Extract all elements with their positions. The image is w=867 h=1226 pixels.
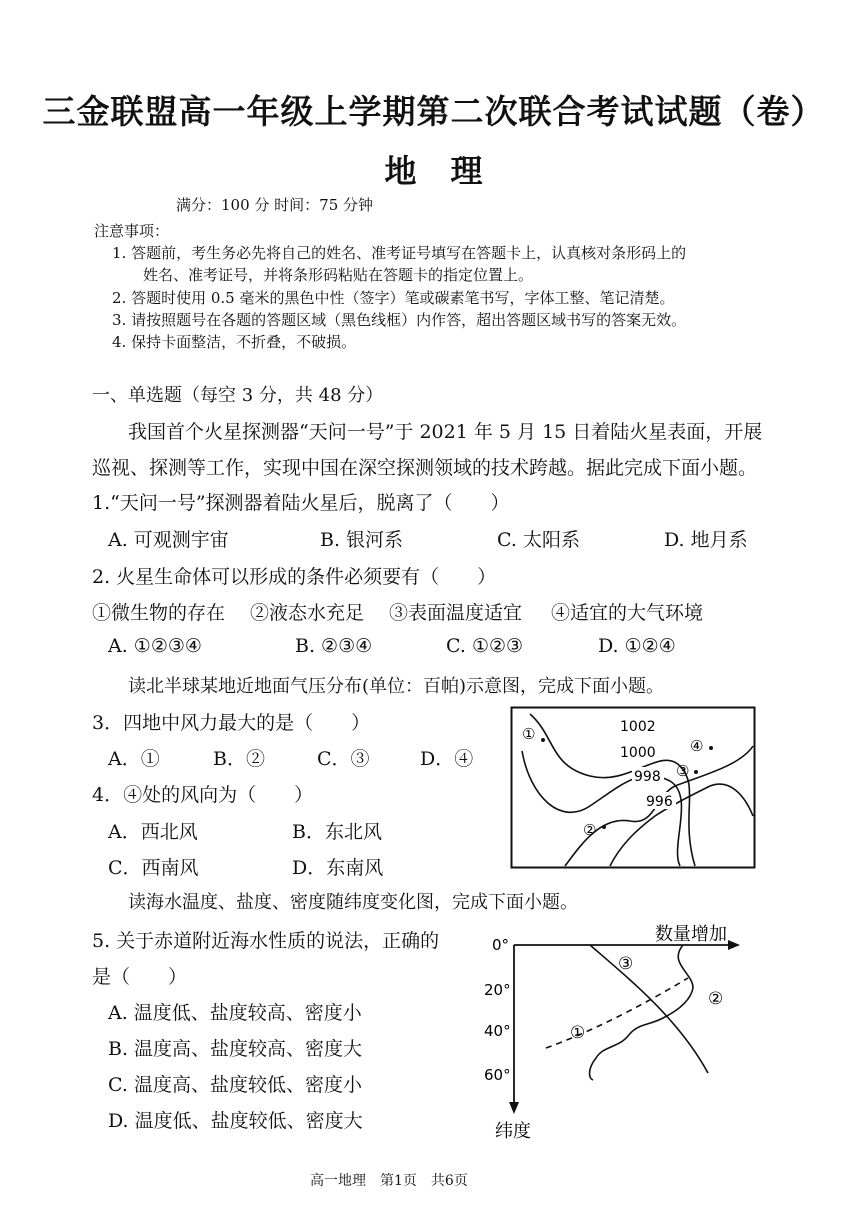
curve-label: ③ xyxy=(618,954,634,974)
option: A．西北风 xyxy=(108,821,198,843)
map-point-dot xyxy=(694,770,698,774)
condition: ①微生物的存在 xyxy=(92,602,226,624)
option: B. 银河系 xyxy=(320,529,404,551)
option: C. 太阳系 xyxy=(497,529,580,551)
option: D. ①②④ xyxy=(598,635,676,657)
map-point-dot xyxy=(541,738,545,742)
x-axis-arrow xyxy=(728,940,740,950)
condition: ③表面温度适宜 xyxy=(389,602,523,624)
condition: ②液态水充足 xyxy=(250,602,365,624)
intro-text: 巡视、探测等工作，实现中国在深空探测领域的技术跨越。据此完成下面小题。 xyxy=(92,457,758,479)
intro-text: 读海水温度、盐度、密度随纬度变化图，完成下面小题。 xyxy=(128,892,578,913)
question-stem: 4．④处的风向为（ ） xyxy=(92,784,314,806)
option: A．① xyxy=(108,748,160,770)
x-axis-label: 数量增加 xyxy=(655,924,727,945)
question-stem: 是（ ） xyxy=(92,966,188,988)
condition: ④适宜的大气环境 xyxy=(551,602,704,624)
option: A. 可观测宇宙 xyxy=(108,529,229,551)
map-point-dot xyxy=(602,825,606,829)
map-point-label: ③ xyxy=(676,762,690,780)
isobar-line-4 xyxy=(610,784,753,866)
note-item: 3. 请按照题号在各题的答题区域（黑色线框）内作答，超出答题区域书写的答案无效。 xyxy=(112,311,687,329)
option: B. ②③④ xyxy=(295,635,373,657)
page-footer: 高一地理 第1页 共6页 xyxy=(310,1173,468,1189)
isobar-label: 998 xyxy=(634,769,661,785)
y-tick-label: 60° xyxy=(484,1066,511,1084)
ocean-property-chart xyxy=(478,918,748,1150)
curve-label: ① xyxy=(570,1023,586,1043)
y-tick-label: 0° xyxy=(492,936,510,954)
y-tick-label: 20° xyxy=(484,981,511,999)
curve-3 xyxy=(590,945,708,1073)
option: D. 温度低、盐度较低、密度大 xyxy=(108,1110,363,1132)
option: B．东北风 xyxy=(292,821,382,843)
score-time: 满分：100 分 时间：75 分钟 xyxy=(176,196,374,214)
notes-heading: 注意事项： xyxy=(94,222,170,240)
isobar-label: 996 xyxy=(646,794,673,810)
option: D．东南风 xyxy=(292,857,384,879)
option: C．③ xyxy=(317,748,370,770)
option: C．西南风 xyxy=(108,857,199,879)
note-item: 1. 答题前，考生务必先将自己的姓名、准考证号填写在答题卡上，认真核对条形码上的 xyxy=(112,244,687,262)
question-stem: 5. 关于赤道附近海水性质的说法，正确的 xyxy=(92,930,440,952)
map-point-label: ① xyxy=(522,725,536,743)
note-item: 姓名、准考证号，并将条形码粘贴在答题卡的指定位置上。 xyxy=(143,266,534,284)
question-stem: 2. 火星生命体可以形成的条件必须要有（ ） xyxy=(92,566,497,588)
subject-title: 地理 xyxy=(384,152,517,190)
exam-title: 三金联盟高一年级上学期第二次联合考试试题（卷） xyxy=(42,92,825,131)
map-point-dot xyxy=(709,746,713,750)
isobar-label: 1002 xyxy=(620,719,656,735)
section-heading: 一、单选题（每空 3 分，共 48 分） xyxy=(92,385,384,406)
option: C. ①②③ xyxy=(446,635,524,657)
option: A. 温度低、盐度较高、密度小 xyxy=(108,1002,362,1024)
y-axis-label: 纬度 xyxy=(495,1121,531,1142)
intro-text: 读北半球某地近地面气压分布(单位：百帕)示意图，完成下面小题。 xyxy=(128,676,665,697)
intro-text: 我国首个火星探测器“天问一号”于 2021 年 5 月 15 日着陆火星表面，开展 xyxy=(128,421,763,443)
map-point-label: ④ xyxy=(690,737,704,755)
y-tick-label: 40° xyxy=(484,1022,511,1040)
curve-1 xyxy=(546,978,688,1048)
curve-label: ② xyxy=(708,989,724,1009)
map-point-label: ② xyxy=(583,821,597,839)
option: B. 温度高、盐度较高、密度大 xyxy=(108,1038,363,1060)
curve-2 xyxy=(590,945,693,1080)
option: B．② xyxy=(213,748,265,770)
question-stem: 1.“天问一号”探测器着陆火星后，脱离了（ ） xyxy=(92,492,510,514)
y-axis-arrow xyxy=(509,1102,519,1114)
pressure-map xyxy=(510,706,756,869)
option: A. ①②③④ xyxy=(108,635,202,657)
option: C. 温度高、盐度较低、密度小 xyxy=(108,1074,362,1096)
option: D．④ xyxy=(420,748,474,770)
note-item: 4. 保持卡面整洁，不折叠，不破损。 xyxy=(112,333,357,351)
isobar-label: 1000 xyxy=(620,745,656,761)
option: D. 地月系 xyxy=(664,529,748,551)
question-stem: 3．四地中风力最大的是（ ） xyxy=(92,712,371,734)
note-item: 2. 答题时使用 0.5 毫米的黑色中性（签字）笔或碳素笔书写，字体工整、笔记清楚。 xyxy=(112,289,675,307)
